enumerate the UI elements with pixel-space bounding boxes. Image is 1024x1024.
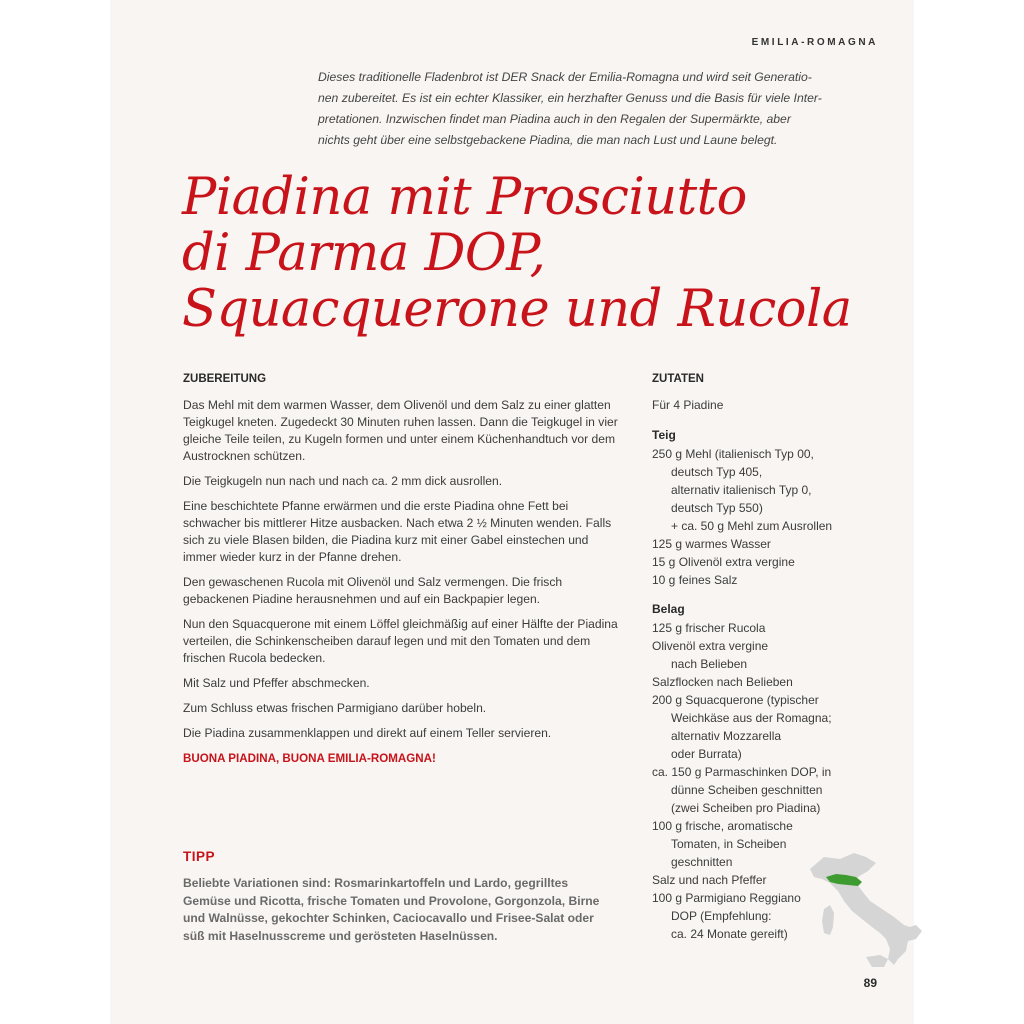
page-number: 89 <box>863 976 877 990</box>
tip-box <box>183 849 613 945</box>
preparation-step: Eine beschichtete Pfanne erwärmen und die erste Piadina ohne Fett bei schwacher bis mittlerer Hitze ausbacken. Nach etwa 2 ½ Minuten wenden. Falls sich zu viele Blasen bilden, die Piadina kurz mit einer Gabel einstechen und immer wieder kurz in der Pfanne drehen. <box>183 499 612 564</box>
ingredient-line: 100 g Parmigiano Reggiano <box>652 891 801 905</box>
serving-size: Für 4 Piadine <box>652 398 724 412</box>
ingredient-line: geschnitten <box>671 855 733 869</box>
book-page <box>110 0 914 1024</box>
ingredient-line: + ca. 50 g Mehl zum Ausrollen <box>671 519 833 533</box>
title-line: di Parma DOP, <box>182 224 546 283</box>
ingredient-item <box>652 553 852 571</box>
ingredient-line: Olivenöl extra vergine <box>652 639 769 653</box>
ingredient-line: oder Burrata) <box>671 747 742 761</box>
ingredient-line: 15 g Olivenöl extra vergine <box>652 555 795 569</box>
preparation-section <box>183 373 618 775</box>
ingredient-line: (zwei Scheiben pro Piadina) <box>671 801 821 815</box>
preparation-step: Zum Schluss etwas frischen Parmigiano darüber hobeln. <box>183 701 487 715</box>
ingredient-line: 10 g feines Salz <box>652 573 738 587</box>
ingredient-item <box>652 673 852 691</box>
ingredient-line: Salz und nach Pfeffer <box>652 873 767 887</box>
tip-heading: TIPP <box>183 849 216 864</box>
ingredient-line: alternativ Mozzarella <box>671 729 782 743</box>
region-header: EMILIA-ROMAGNA <box>751 37 878 48</box>
ingredient-line: 200 g Squacquerone (typischer <box>652 693 819 707</box>
ingredient-item <box>652 619 852 637</box>
preparation-step: Die Piadina zusammenklappen und direkt auf einem Teller servieren. <box>183 726 552 740</box>
intro-line: nichts geht über eine selbstgebackene Piadina, die man nach Lust und Laune belegt. <box>318 133 778 147</box>
preparation-step: Das Mehl mit dem warmen Wasser, dem Olivenöl und dem Salz zu einer glatten Teigkugel kneten. Zugedeckt 30 Minuten ruhen lassen. Dann die Teigkugel in vier gleiche Teile teilen, zu Kugeln formen und unter einem Küchenhandtuch vor dem Austrocknen schützen. <box>183 398 618 463</box>
ingredient-line: 125 g warmes Wasser <box>652 537 771 551</box>
ingredient-line: 125 g frischer Rucola <box>652 621 766 635</box>
ingredient-line: ca. 150 g Parmaschinken DOP, in <box>652 765 832 779</box>
intro-line: pretationen. Inzwischen findet man Piadina auch in den Regalen der Supermärkte, aber <box>318 112 791 126</box>
ingredient-item <box>652 691 852 763</box>
ingredient-item <box>652 763 852 817</box>
ingredient-line: Weichkäse aus der Romagna; <box>671 711 832 725</box>
ingredient-line: 100 g frische, aromatische <box>652 819 793 833</box>
title-line: Squacquerone und Rucola <box>182 280 852 339</box>
recipe-title <box>182 170 862 338</box>
preparation-step: Mit Salz und Pfeffer abschmecken. <box>183 676 370 690</box>
intro-line: Dieses traditionelle Fladenbrot ist DER Snack der Emilia-Romagna und wird seit Generatio- <box>318 70 812 84</box>
ingredient-group-heading: Teig <box>652 428 676 442</box>
ingredient-line: ca. 24 Monate gereift) <box>671 927 788 941</box>
ingredient-line: deutsch Typ 405, <box>671 465 763 479</box>
ingredient-line: deutsch Typ 550) <box>671 501 763 515</box>
ingredient-line: DOP (Empfehlung: <box>671 909 772 923</box>
ingredient-line: Salzflocken nach Belieben <box>652 675 793 689</box>
preparation-step: Nun den Squacquerone mit einem Löffel gleichmäßig auf einer Hälfte der Piadina verteilen, die Schinkenscheiben darauf legen und mit den Tomaten und dem frischen Rucola bedecken. <box>183 617 618 665</box>
ingredient-item <box>652 445 852 535</box>
intro-line: nen zubereitet. Es ist ein echter Klassiker, ein herzhafter Genuss und die Basis für viele Inter- <box>318 91 822 105</box>
closing-slogan: BUONA PIADINA, BUONA EMILIA-ROMAGNA! <box>183 752 436 765</box>
ingredient-group-heading: Belag <box>652 602 685 616</box>
preparation-step: Den gewaschenen Rucola mit Olivenöl und Salz vermengen. Die frisch gebackenen Piadine herausnehmen und auf ein Backpapier legen. <box>183 575 563 606</box>
preparation-step: Die Teigkugeln nun nach und nach ca. 2 mm dick ausrollen. <box>183 474 503 488</box>
ingredient-item <box>652 637 852 673</box>
ingredient-item <box>652 535 852 553</box>
ingredient-line: dünne Scheiben geschnitten <box>671 783 823 797</box>
ingredients-heading: ZUTATEN <box>652 373 704 385</box>
italy-map-icon <box>800 847 1010 972</box>
italy-silhouette <box>810 853 922 967</box>
ingredient-line: Tomaten, in Scheiben <box>671 837 787 851</box>
title-line: Piadina mit Prosciutto <box>182 168 747 227</box>
ingredient-line: alternativ italienisch Typ 0, <box>671 483 812 497</box>
ingredient-line: 250 g Mehl (italienisch Typ 00, <box>652 447 814 461</box>
preparation-heading: ZUBEREITUNG <box>183 373 267 385</box>
ingredient-list <box>652 445 852 589</box>
ingredient-item <box>652 571 852 589</box>
intro-text <box>318 67 858 151</box>
tip-text: Beliebte Variationen sind: Rosmarinkartoffeln und Lardo, gegrilltes Gemüse und Ricotta, frische Tomaten und Provolone, Gorgonzola, Birne und Walnüsse, gekochter Schinken, Caciocavallo und Frisee-Salat oder süß mit Haselnusscreme und gerösteten Haselnüssen. <box>183 876 600 943</box>
ingredient-line: nach Belieben <box>671 657 748 671</box>
